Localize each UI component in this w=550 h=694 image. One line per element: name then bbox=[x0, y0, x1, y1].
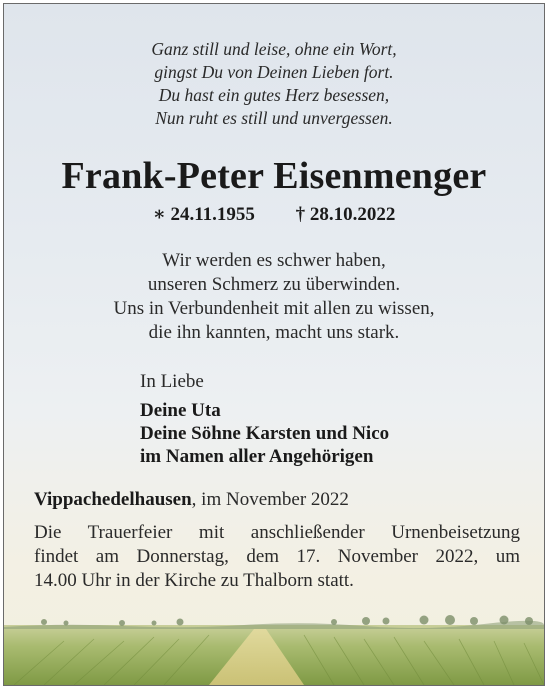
verse-line: Uns in Verbundenheit mit allen zu wissen, bbox=[113, 298, 435, 319]
poem-line: Du hast ein gutes Herz besessen, bbox=[158, 85, 390, 105]
birth-date: ∗ 24.11.1955 bbox=[152, 204, 255, 225]
place-name: Vippachedelhausen bbox=[34, 489, 192, 510]
place-date: , im November 2022 bbox=[191, 489, 349, 510]
wheat-field-image bbox=[4, 611, 544, 685]
mourner: Deine Söhne Karsten und Nico bbox=[140, 423, 390, 444]
poem-line: gingst Du von Deinen Lieben fort. bbox=[154, 62, 394, 82]
verse-line: unseren Schmerz zu überwinden. bbox=[147, 274, 401, 295]
deceased-name: Frank-Peter Eisenmenger bbox=[61, 155, 487, 197]
death-date: † 28.10.2022 bbox=[295, 204, 396, 225]
poem-line: Ganz still und leise, ohne ein Wort, bbox=[151, 39, 397, 59]
poem bbox=[4, 38, 544, 130]
verse-line: Wir werden es schwer haben, bbox=[162, 250, 386, 271]
obituary-card bbox=[3, 3, 545, 686]
mourner: im Namen aller Angehörigen bbox=[140, 446, 374, 467]
life-dates bbox=[4, 203, 544, 227]
notice-line: 14.00 Uhr in der Kirche zu Thalborn statt. bbox=[34, 570, 354, 591]
in-liebe-label: In Liebe bbox=[140, 371, 204, 392]
verse bbox=[4, 249, 544, 345]
funeral-notice bbox=[34, 521, 520, 593]
verse-line: die ihn kannten, macht uns stark. bbox=[148, 322, 400, 343]
notice-line: findet am Donnerstag, dem 17. November 2022, um bbox=[34, 546, 520, 567]
place-and-date bbox=[34, 489, 349, 511]
mourners-list bbox=[140, 399, 389, 468]
mourner: Deine Uta bbox=[140, 400, 221, 421]
poem-line: Nun ruht es still und unvergessen. bbox=[155, 108, 393, 128]
notice-line: Die Trauerfeier mit anschließender Urnenbeisetzung bbox=[34, 522, 520, 543]
